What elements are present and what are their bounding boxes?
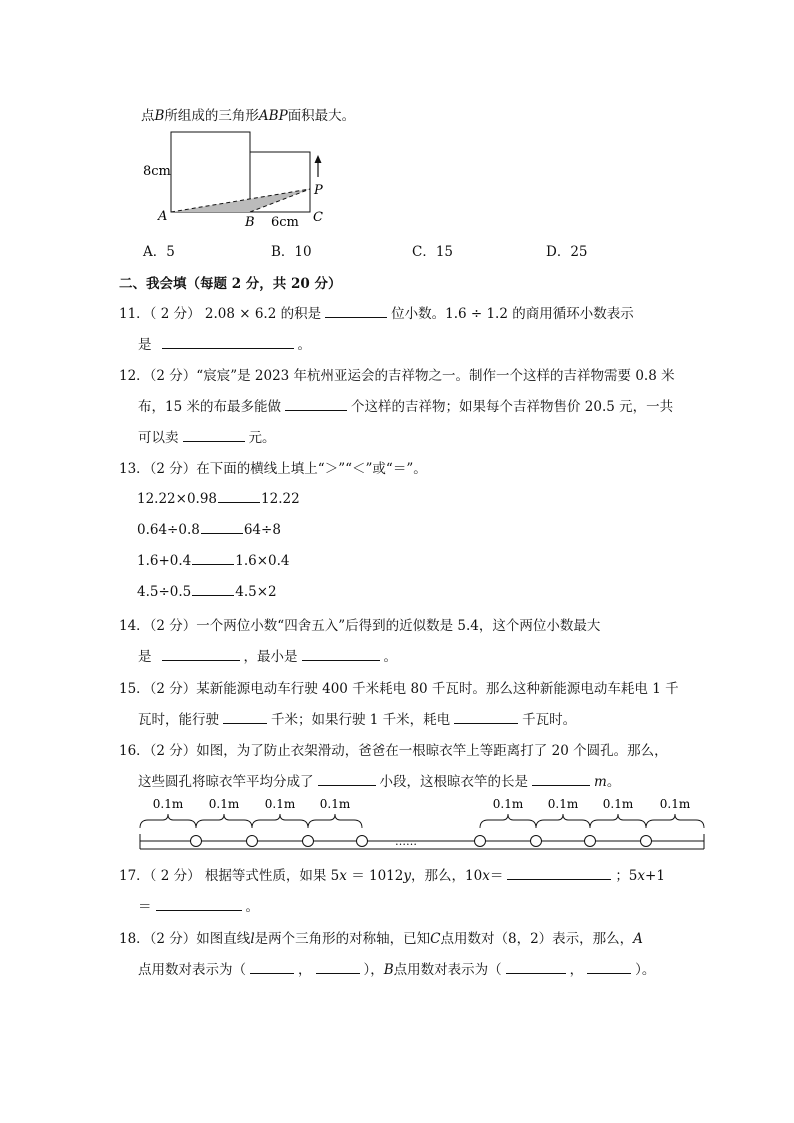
- q16-text-2: 小段，这根晾衣竿的长是: [379, 774, 528, 790]
- q17-text: 17．（ 2 分） 根据等式性质，如果 5: [119, 868, 340, 884]
- q16-text-3: 。: [606, 774, 621, 790]
- q13-row-2: [137, 520, 281, 538]
- q13-row-right: 1.6×0.4: [235, 553, 290, 569]
- q17-text-6: +1: [645, 868, 665, 884]
- square-8cm: [171, 132, 250, 212]
- segment-brace: [140, 814, 196, 828]
- q18-text-4: 点用数对表示为（: [138, 962, 246, 978]
- q11-line1: [119, 302, 634, 322]
- q13-blank-2[interactable]: [201, 520, 243, 534]
- q18-text-6: ），: [363, 962, 384, 978]
- q10-tail-line: [141, 104, 355, 124]
- q15-text-3: 千瓦时。: [522, 712, 577, 728]
- q18-line1: [119, 927, 643, 947]
- q18-point-b: B: [383, 962, 394, 978]
- q17-text-5: ；5: [615, 868, 638, 884]
- segment-brace: [308, 814, 362, 828]
- section-2-title: 二、我会填（每题 2 分，共 20 分）: [119, 276, 342, 292]
- q14-text: 是: [138, 649, 152, 665]
- q16-unit-m: m: [594, 774, 607, 790]
- q16-blank-1[interactable]: [318, 772, 376, 786]
- q15-line2: [138, 708, 576, 728]
- q14-line1: 14．（2 分）一个两位小数“四舍五入”后得到的近似数是 5.4，这个两位小数最大: [119, 618, 601, 634]
- segment-label: 0.1m: [319, 797, 351, 811]
- q12-line3: [138, 426, 276, 446]
- q16-text: 这些圆孔将晾衣竿平均分成了: [138, 774, 314, 790]
- q11-blank-2[interactable]: [162, 335, 294, 349]
- q11-blank-1[interactable]: [325, 304, 387, 318]
- pole-ellipsis: ……: [395, 835, 417, 848]
- up-arrow-icon: [315, 155, 322, 163]
- segment-label: 0.1m: [602, 797, 634, 811]
- segment-braces: [140, 797, 704, 828]
- q18-text-5: ，: [298, 962, 312, 978]
- pole-hole: [585, 836, 596, 847]
- q18-point-a: A: [633, 931, 643, 947]
- q15-text-2: 千米；如果行驶 1 千米，耗电: [271, 712, 451, 728]
- q13-row-left: 0.64÷0.8: [137, 522, 200, 538]
- q14-text-3: 。: [383, 649, 397, 665]
- segment-label: 0.1m: [208, 797, 240, 811]
- q13-row-1: [137, 489, 300, 507]
- q12-text-2: 个这样的吉祥物；如果每个吉祥物售价 20.5 元，一共: [350, 399, 674, 415]
- segment-brace: [646, 814, 704, 828]
- q13-title: 13．（2 分）在下面的横线上填上“＞”“＜”或“＝”。: [119, 461, 427, 477]
- q17-var-x: x: [482, 868, 490, 884]
- q18-point-c: C: [430, 931, 441, 947]
- segment-brace: [480, 814, 536, 828]
- q10-text-post: 面积最大。: [287, 108, 356, 124]
- q17-line2: [138, 895, 259, 915]
- q18-text: 18．（2 分）如图直线: [119, 931, 251, 947]
- q15-blank-2[interactable]: [454, 710, 518, 724]
- q10-triangle-abp: ABP: [258, 108, 288, 124]
- segment-brace: [590, 814, 646, 828]
- segment-label: 0.1m: [547, 797, 579, 811]
- q17-var-y: y: [403, 868, 411, 884]
- q10-option-a[interactable]: A．5: [143, 244, 175, 260]
- pole-hole: [475, 836, 486, 847]
- q11-line2: [138, 333, 311, 353]
- segment-label: 0.1m: [264, 797, 296, 811]
- label-b: B: [245, 215, 255, 230]
- pole-hole: [303, 836, 314, 847]
- label-8cm: 8cm: [143, 164, 171, 179]
- q17-blank-2[interactable]: [156, 897, 242, 911]
- pole-hole: [531, 836, 542, 847]
- q18-blank-3[interactable]: [506, 960, 566, 974]
- q16-pole-figure: [130, 794, 720, 856]
- q14-blank-2[interactable]: [302, 647, 380, 661]
- q17-text-4: ＝: [489, 868, 504, 884]
- q18-blank-1[interactable]: [250, 960, 294, 974]
- q10-text: 点: [141, 108, 155, 124]
- pole-hole: [357, 836, 368, 847]
- q12-text: 布，15 米的布最多能做: [138, 399, 281, 415]
- q13-row-4: [137, 582, 277, 600]
- segment-label: 0.1m: [492, 797, 524, 811]
- q10-figure: [135, 125, 335, 230]
- q18-text-7: 点用数对表示为（: [393, 962, 502, 978]
- q17-var-x: x: [339, 868, 347, 884]
- q13-row-left: 4.5÷0.5: [137, 584, 192, 600]
- q14-line2: [138, 645, 397, 665]
- q15-line1: 15．（2 分）某新能源电动车行驶 400 千米耗电 80 千瓦时。那么这种新能源电动车耗电 1 千: [119, 681, 679, 697]
- q15-text: 瓦时，能行驶: [138, 712, 219, 728]
- q10-point-b: B: [154, 108, 165, 124]
- q17-text-3: ，那么，10: [411, 868, 483, 884]
- q15-blank-1[interactable]: [223, 710, 267, 724]
- q12-line1: 12．（2 分）“宸宸”是 2023 年杭州亚运会的吉祥物之一。制作一个这样的吉祥物需要 0.8 米: [119, 368, 675, 384]
- q14-blank-1[interactable]: [162, 647, 240, 661]
- q11-text: 11．（ 2 分） 2.08 × 6.2 的积是: [119, 306, 322, 322]
- q13-row-3: [137, 551, 290, 569]
- q10-option-d[interactable]: D．25: [546, 244, 588, 260]
- label-6cm: 6cm: [271, 215, 299, 230]
- label-p: P: [314, 183, 323, 198]
- pole-hole: [247, 836, 258, 847]
- q13-row-left: 12.22×0.98: [137, 491, 218, 507]
- q18-text-8: ，: [569, 962, 584, 978]
- label-a: A: [158, 209, 168, 224]
- q13-row-right: 12.22: [261, 491, 300, 507]
- q16-blank-2[interactable]: [532, 772, 590, 786]
- pole-hole: [641, 836, 652, 847]
- q16-line2: [138, 770, 620, 790]
- q17-line1: [119, 864, 665, 884]
- q16-line1: 16．（2 分）如图，为了防止衣架滑动，爸爸在一根晾衣竿上等距离打了 20 个圆孔。那么，: [119, 743, 668, 759]
- q17-var-x: x: [637, 868, 646, 884]
- segment-brace: [252, 814, 308, 828]
- q10-option-b[interactable]: B．10: [271, 244, 312, 260]
- q18-blank-4[interactable]: [587, 960, 631, 974]
- q12-line2: [138, 395, 673, 415]
- q18-line2: [138, 958, 655, 978]
- q18-blank-2[interactable]: [316, 960, 360, 974]
- q18-line-l: l: [250, 931, 255, 947]
- q17-text-8: 。: [245, 899, 259, 915]
- segment-brace: [536, 814, 590, 828]
- q13-blank-3[interactable]: [192, 551, 234, 565]
- q17-text-2: ＝ 1012: [346, 868, 404, 884]
- q12-text-3: 可以卖: [138, 430, 179, 446]
- q13-row-right: 4.5×2: [235, 584, 277, 600]
- q14-text-2: ，最小是: [243, 649, 298, 665]
- pole-hole: [191, 836, 202, 847]
- q17-blank-1[interactable]: [507, 866, 611, 880]
- segment-label: 0.1m: [659, 797, 691, 811]
- q13-blank-4[interactable]: [192, 582, 234, 596]
- q18-text-3: 点用数对（8，2）表示，那么，: [440, 931, 634, 947]
- q18-text-2: 是两个三角形的对称轴，已知: [254, 931, 431, 947]
- q10-option-c[interactable]: C．15: [412, 244, 454, 260]
- q13-row-left: 1.6+0.4: [137, 553, 192, 569]
- q11-text-2: 位小数。1.6 ÷ 1.2 的商用循环小数表示: [391, 306, 634, 322]
- q12-text-4: 元。: [248, 430, 276, 446]
- q11-text-4: 。: [297, 337, 311, 353]
- q12-blank-1[interactable]: [285, 397, 347, 411]
- q17-text-7: ＝: [138, 899, 152, 915]
- segment-label: 0.1m: [152, 797, 184, 811]
- label-c: C: [313, 210, 323, 225]
- q18-text-9: ）。: [635, 962, 656, 978]
- segment-brace: [196, 814, 252, 828]
- q12-blank-2[interactable]: [183, 428, 245, 442]
- q10-text-mid: 所组成的三角形: [164, 108, 259, 124]
- q13-row-right: 64÷8: [243, 522, 281, 538]
- q11-text-3: 是: [138, 337, 152, 353]
- q13-blank-1[interactable]: [218, 489, 260, 503]
